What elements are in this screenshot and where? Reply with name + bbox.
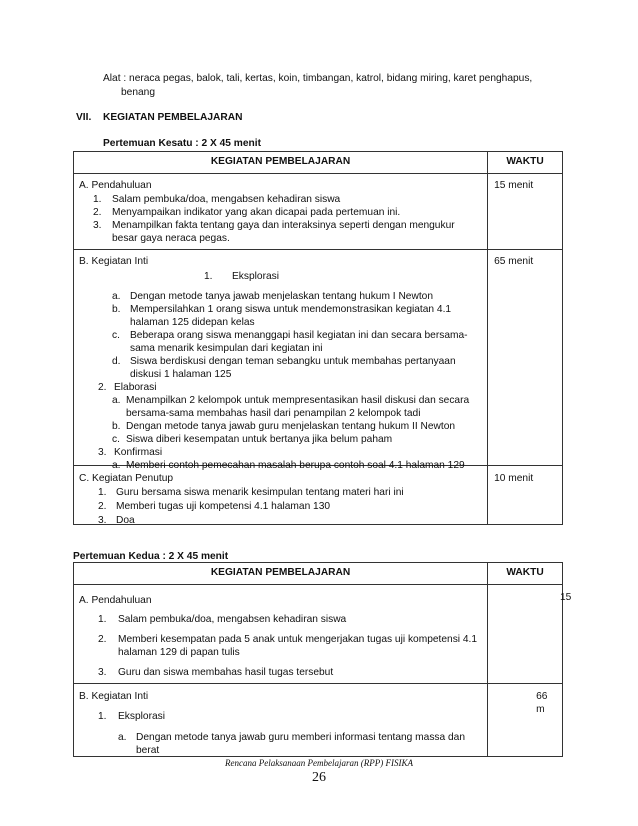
list-item-cont: berat (136, 745, 160, 756)
inti-time-value: 66 (536, 691, 548, 702)
list-item: Dengan metode tanya jawab guru memberi informasi tentang massa dan (136, 732, 466, 743)
list-number: 1. (98, 487, 107, 498)
list-letter: d. (112, 356, 121, 367)
meeting1-table (73, 151, 563, 525)
list-item: Dengan metode tanya jawab menjelaskan tentang hukum I Newton (130, 291, 433, 302)
list-number: 1. (98, 711, 107, 722)
footer-text: Rencana Pelaksanaan Pembelajaran (RPP) FISIKA (225, 758, 413, 768)
table-row-penutup (74, 466, 563, 525)
list-item: Mempersilahkan 1 orang siswa untuk mendemonstrasikan kegiatan 4.1 (130, 304, 452, 315)
table-row-pendahuluan (74, 585, 563, 684)
eksplorasi-label: Eksplorasi (118, 711, 165, 722)
meeting2-heading: Pertemuan Kedua : 2 X 45 menit (73, 551, 229, 562)
list-item-cont: bersama-sama membahas hasil dari penampilan 2 kelompok tadi (126, 408, 421, 419)
alat-line-2: benang (121, 87, 155, 98)
list-item-cont: diskusi 1 halaman 125 (130, 369, 232, 380)
list-number: 3. (98, 515, 107, 526)
list-number: 3. (98, 447, 107, 458)
table-header-row (74, 152, 563, 174)
inti-title: B. Kegiatan Inti (79, 691, 149, 702)
list-number: 3. (93, 220, 102, 231)
inti-time-unit: m (536, 704, 545, 715)
list-number: 1. (98, 614, 107, 625)
list-item: Memberi tugas uji kompetensi 4.1 halaman 130 (116, 501, 331, 512)
table-row-inti (74, 684, 563, 757)
inti-time: 65 menit (494, 256, 534, 267)
header-kegiatan: KEGIATAN PEMBELAJARAN (210, 156, 351, 167)
list-item: Siswa berdiskusi dengan teman sebangku untuk membahas pertanyaan (130, 356, 456, 367)
list-item: Guru bersama siswa menarik kesimpulan tentang materi hari ini (116, 487, 404, 498)
list-number: 2. (98, 501, 107, 512)
list-letter: c. (112, 330, 120, 341)
meeting2-table (73, 562, 563, 757)
list-letter: a. (118, 732, 127, 743)
list-item: Dengan metode tanya jawab guru menjelaskan tentang hukum II Newton (126, 421, 456, 432)
list-letter: b. (112, 304, 121, 315)
list-item: Guru dan siswa membahas hasil tugas tersebut (118, 667, 334, 678)
list-letter: a. (112, 291, 121, 302)
list-item: Doa (116, 515, 135, 526)
list-number: 2. (98, 382, 107, 393)
meeting1-heading: Pertemuan Kesatu : 2 X 45 menit (103, 138, 261, 149)
list-item-cont: besar gaya neraca pegas. (112, 233, 230, 244)
pendahuluan-title: A. Pendahuluan (79, 180, 152, 191)
eksplorasi-label: Eksplorasi (232, 271, 279, 282)
table-header-row (74, 563, 563, 585)
list-item: Memberi kesempatan pada 5 anak untuk mengerjakan tugas uji kompetensi 4.1 (118, 634, 478, 645)
list-letter: b. (112, 421, 121, 432)
list-number: 3. (98, 667, 107, 678)
konfirmasi-label: Konfirmasi (114, 447, 163, 458)
list-item: Menyampaikan indikator yang akan dicapai pada pertemuan ini. (112, 207, 401, 218)
penutup-title: C. Kegiatan Penutup (79, 473, 174, 484)
page-number: 26 (312, 770, 326, 785)
header-waktu: WAKTU (506, 156, 544, 167)
table-row-pendahuluan (74, 174, 563, 250)
list-number: 1. (93, 194, 102, 205)
list-item-cont: halaman 129 di papan tulis (118, 647, 240, 658)
list-item: Salam pembuka/doa, mengabsen kehadiran siswa (112, 194, 341, 205)
inti-title: B. Kegiatan Inti (79, 256, 149, 267)
list-letter: c. (112, 434, 120, 445)
list-number: 1. (204, 271, 213, 282)
list-item-cont: halaman 125 didepan kelas (130, 317, 255, 328)
list-number: 2. (93, 207, 102, 218)
list-item: Beberapa orang siswa menanggapi hasil kegiatan ini dan secara bersama- (130, 330, 468, 341)
list-item: Memberi contoh pemecahan masalah berupa contoh soal 4.1 halaman 129 (126, 460, 465, 471)
list-item: Siswa diberi kesempatan untuk bertanya jika belum paham (126, 434, 393, 445)
list-item: Menampilkan 2 kelompok untuk mempresentasikan hasil diskusi dan secara (126, 395, 470, 406)
list-letter: a. (112, 460, 121, 471)
section-number: VII. (76, 112, 92, 123)
elaborasi-label: Elaborasi (114, 382, 157, 393)
list-number: 2. (98, 634, 107, 645)
pendahuluan-time: 15 menit (494, 180, 534, 191)
meeting2-pendahuluan-time: 15 (560, 592, 572, 603)
header-kegiatan: KEGIATAN PEMBELAJARAN (210, 567, 351, 578)
alat-line-1: Alat : neraca pegas, balok, tali, kertas, koin, timbangan, katrol, bidang miring, karet penghapus, (103, 73, 533, 84)
list-letter: a. (112, 395, 121, 406)
list-item: Menampilkan fakta tentang gaya dan interaksinya seperti dengan mengukur (112, 220, 455, 231)
penutup-time: 10 menit (494, 473, 534, 484)
pendahuluan-title: A. Pendahuluan (79, 595, 152, 606)
table-row-inti (74, 250, 563, 466)
list-item: Salam pembuka/doa, mengabsen kehadiran siswa (118, 614, 347, 625)
list-item-cont: sama menarik kesimpulan dari kegiatan ini (130, 343, 323, 354)
section-title: KEGIATAN PEMBELAJARAN (103, 112, 243, 123)
header-waktu: WAKTU (506, 567, 544, 578)
